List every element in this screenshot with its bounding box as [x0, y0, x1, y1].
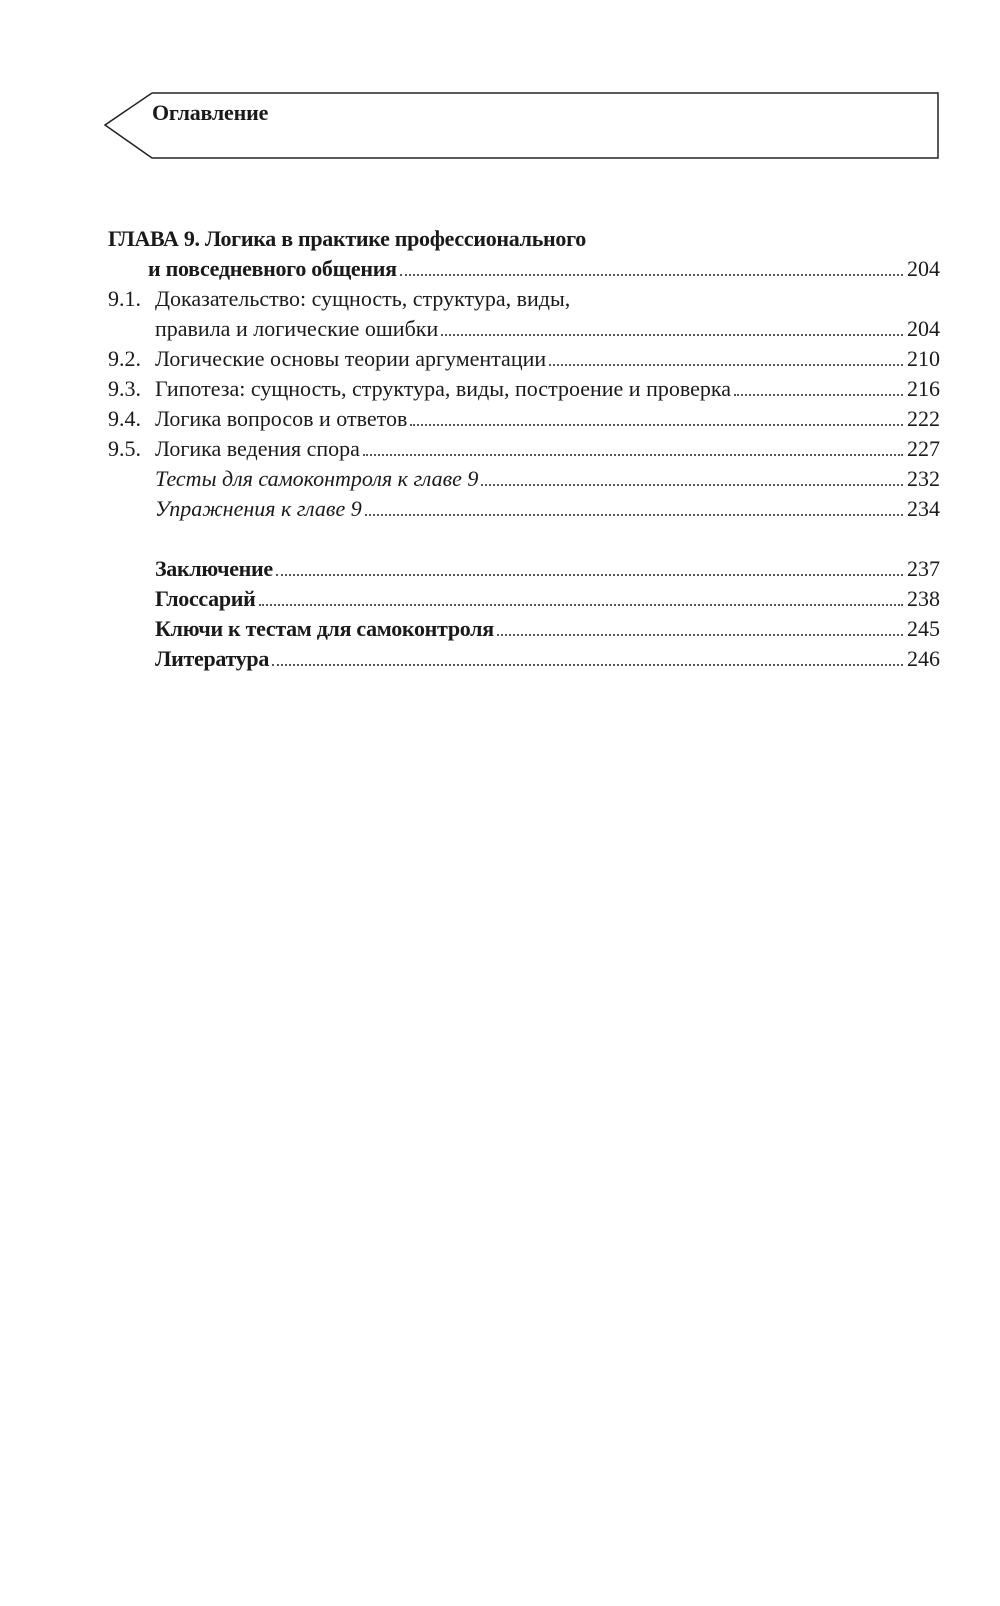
section-number: 9.2.: [108, 346, 141, 371]
back-matter-title: Литература: [155, 646, 270, 671]
leader-dots: [400, 274, 903, 276]
toc-page-number: 216: [907, 376, 940, 401]
table-of-contents: [108, 224, 940, 674]
toc-section-9-3[interactable]: [108, 374, 940, 404]
page-title: Оглавление: [152, 100, 269, 125]
toc-page-number: 232: [907, 466, 940, 491]
toc-page-number: 204: [907, 316, 940, 341]
toc-chapter-line2: и повседневного общения: [148, 256, 397, 281]
toc-section-9-1-line1[interactable]: [108, 284, 940, 314]
section-title: Гипотеза: сущность, структура, виды, построение и проверка: [155, 376, 731, 401]
toc-section-9-1[interactable]: [108, 314, 940, 344]
toc-page-number: 237: [907, 556, 940, 581]
section-number: 9.4.: [108, 406, 141, 431]
section-title-continued: правила и логические ошибки: [155, 316, 439, 341]
toc-section-9-4[interactable]: [108, 404, 940, 434]
extra-title: Упражнения к главе 9: [155, 496, 362, 521]
back-matter-title: Заключение: [155, 556, 273, 581]
spacer: [108, 524, 940, 554]
toc-page-number: 245: [907, 616, 940, 641]
toc-chapter[interactable]: [108, 254, 940, 284]
section-title: Логика вопросов и ответов: [155, 406, 408, 431]
section-number: 9.5.: [108, 436, 141, 461]
toc-section-9-5[interactable]: [108, 434, 940, 464]
leader-dots: [363, 454, 903, 456]
back-matter-title: Ключи к тестам для самоконтроля: [155, 616, 494, 641]
leader-dots: [365, 514, 903, 516]
toc-glossary[interactable]: [108, 584, 940, 614]
leader-dots: [441, 334, 903, 336]
toc-chapter-line1[interactable]: ГЛАВА 9. Логика в практике профессионального: [108, 226, 586, 251]
toc-page-number: 204: [907, 256, 940, 281]
toc-literature[interactable]: [108, 644, 940, 674]
leader-dots: [497, 634, 903, 636]
extra-title: Тесты для самоконтроля к главе 9: [155, 466, 479, 491]
toc-page-number: 238: [907, 586, 940, 611]
toc-page-number: 234: [907, 496, 940, 521]
section-title: Логика ведения спора: [155, 436, 360, 461]
leader-dots: [276, 574, 903, 576]
section-number: 9.1.: [108, 286, 141, 311]
leader-dots: [259, 604, 903, 606]
toc-page-number: 246: [907, 646, 940, 671]
leader-dots: [272, 664, 903, 666]
leader-dots: [410, 424, 903, 426]
toc-exercises[interactable]: [108, 494, 940, 524]
toc-page-number: 210: [907, 346, 940, 371]
toc-answer-keys[interactable]: [108, 614, 940, 644]
section-title: Доказательство: сущность, структура, виды,: [155, 286, 571, 311]
leader-dots: [549, 364, 903, 366]
toc-conclusion[interactable]: [108, 554, 940, 584]
leader-dots: [734, 394, 903, 396]
section-number: 9.3.: [108, 376, 141, 401]
toc-page-number: 227: [907, 436, 940, 461]
leader-dots: [481, 484, 903, 486]
toc-section-9-2[interactable]: [108, 344, 940, 374]
header-banner: [104, 92, 940, 162]
toc-tests[interactable]: [108, 464, 940, 494]
toc-page-number: 222: [907, 406, 940, 431]
back-matter-title: Глоссарий: [155, 586, 256, 611]
section-title: Логические основы теории аргументации: [155, 346, 547, 371]
